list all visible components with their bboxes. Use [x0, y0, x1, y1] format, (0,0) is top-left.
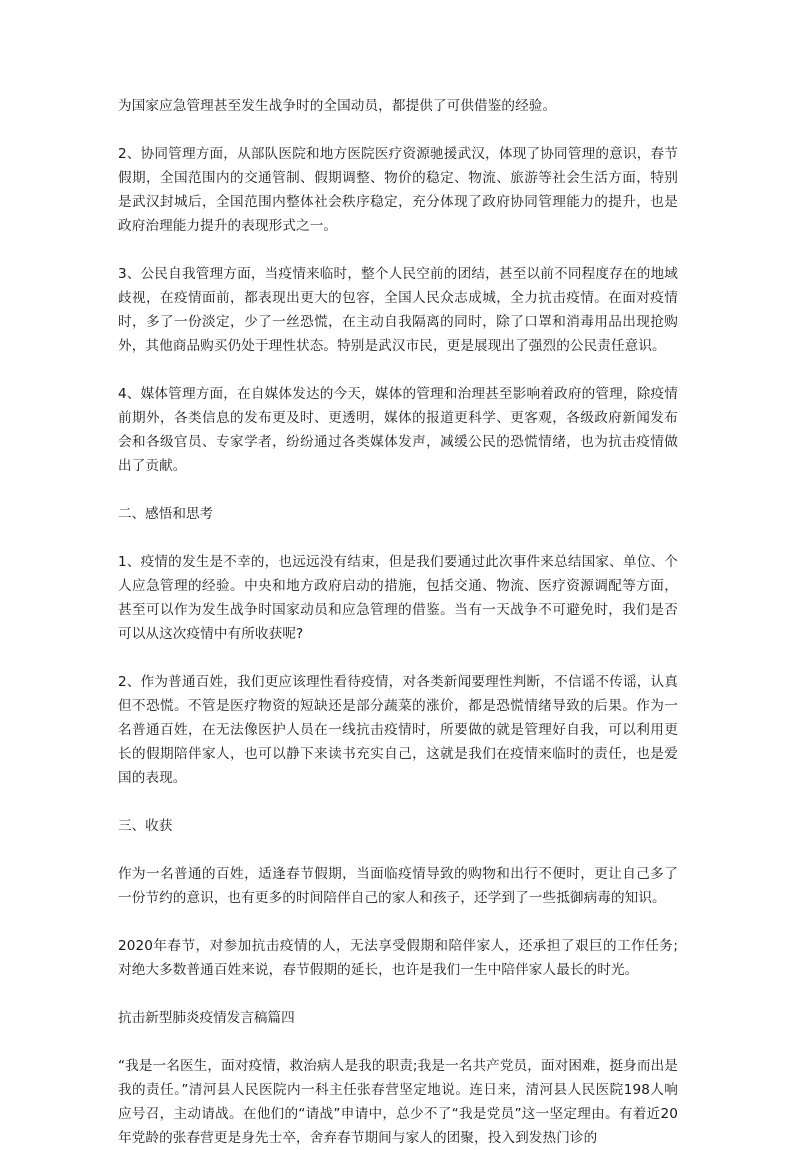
paragraph-reflection-2: 2、作为普通百姓，我们更应该理性看待疫情，对各类新闻要理性判断，不信谣不传谣，认真但不恐慌。不管是医疗物资的短缺还是部分蔬菜的涨价，都是恐慌情绪导致的后果。作为一名普通百姓，在无法像医护人员在一线抗击疫情时，所要做的就是管理好自我，可以利用更长的假期陪伴家人，也可以静下来读书充实自己，这就是我们在疫情来临时的责任，也是爱国的表现。 [118, 674, 678, 786]
section-heading-gains: 三、收获 [118, 818, 173, 834]
section-heading-reflections: 二、感悟和思考 [118, 506, 214, 522]
paragraph-gains-1: 作为一名普通的百姓，适逢春节假期，当面临疫情导致的购物和出行不便时，更让自己多了一份节约的意识，也有更多的时间陪伴自己的家人和孩子，还学到了一些抵御病毒的知识。 [118, 866, 678, 906]
paragraph-citizen-self-management: 3、公民自我管理方面，当疫情来临时，整个人民空前的团结，甚至以前不同程度存在的地域歧视，在疫情面前，都表现出更大的包容，全国人民众志成城，全力抗击疫情。在面对疫情时，多了一份淡定，少了一丝恐慌，在主动自我隔离的同时，除了口罩和消毒用品出现抢购外，其他商品购买仍处于理性状态。特别是武汉市民，更是展现出了强烈的公民责任意识。 [118, 266, 678, 354]
paragraph-intro-continuation: 为国家应急管理甚至发生战争时的全国动员，都提供了可供借鉴的经验。 [118, 98, 557, 114]
paragraph-coordinated-management: 2、协同管理方面，从部队医院和地方医院医疗资源驰援武汉，体现了协同管理的意识，春节假期，全国范围内的交通管制、假期调整、物价的稳定、物流、旅游等社会生活方面，特别是武汉封城后，全国范围内整体社会秩序稳定，充分体现了政府协同管理能力的提升，也是政府治理能力提升的表现形式之一。 [118, 146, 678, 234]
paragraph-gains-2: 2020年春节，对参加抗击疫情的人，无法享受假期和陪伴家人，还承担了艰巨的工作任务;对绝大多数普通百姓来说，春节假期的延长，也许是我们一生中陪伴家人最长的时光。 [118, 938, 678, 978]
paragraph-reflection-1: 1、疫情的发生是不幸的，也远远没有结束，但是我们要通过此次事件来总结国家、单位、个人应急管理的经验。中央和地方政府启动的措施，包括交通、物流、医疗资源调配等方面，甚至可以作为发生战争时国家动员和应急管理的借鉴。当有一天战争不可避免时，我们是否可以从这次疫情中有所收获呢? [118, 554, 678, 642]
paragraph-doctor-quote: “我是一名医生，面对疫情，救治病人是我的职责;我是一名共产党员，面对困难，挺身而出是我的责任。”清河县人民医院内一科主任张春营坚定地说。连日来，清河县人民医院198人响应号召，主动请战。在他们的“请战”申请中，总少不了“我是党员”这一坚定理由。有着近20年党龄的张春营更是身先士卒，舍弃春节期间与家人的团聚，投入到发热门诊的 [118, 1058, 678, 1146]
document-body [118, 94, 678, 1150]
paragraph-media-management: 4、媒体管理方面，在自媒体发达的今天，媒体的管理和治理甚至影响着政府的管理，除疫情前期外，各类信息的发布更及时、更透明，媒体的报道更科学、更客观，各级政府新闻发布会和各级官员、专家学者，纷纷通过各类媒体发声，减缓公民的恐慌情绪，也为抗击疫情做出了贡献。 [118, 386, 678, 474]
section-heading-speech-four: 抗击新型肺炎疫情发言稿篇四 [118, 1010, 295, 1026]
